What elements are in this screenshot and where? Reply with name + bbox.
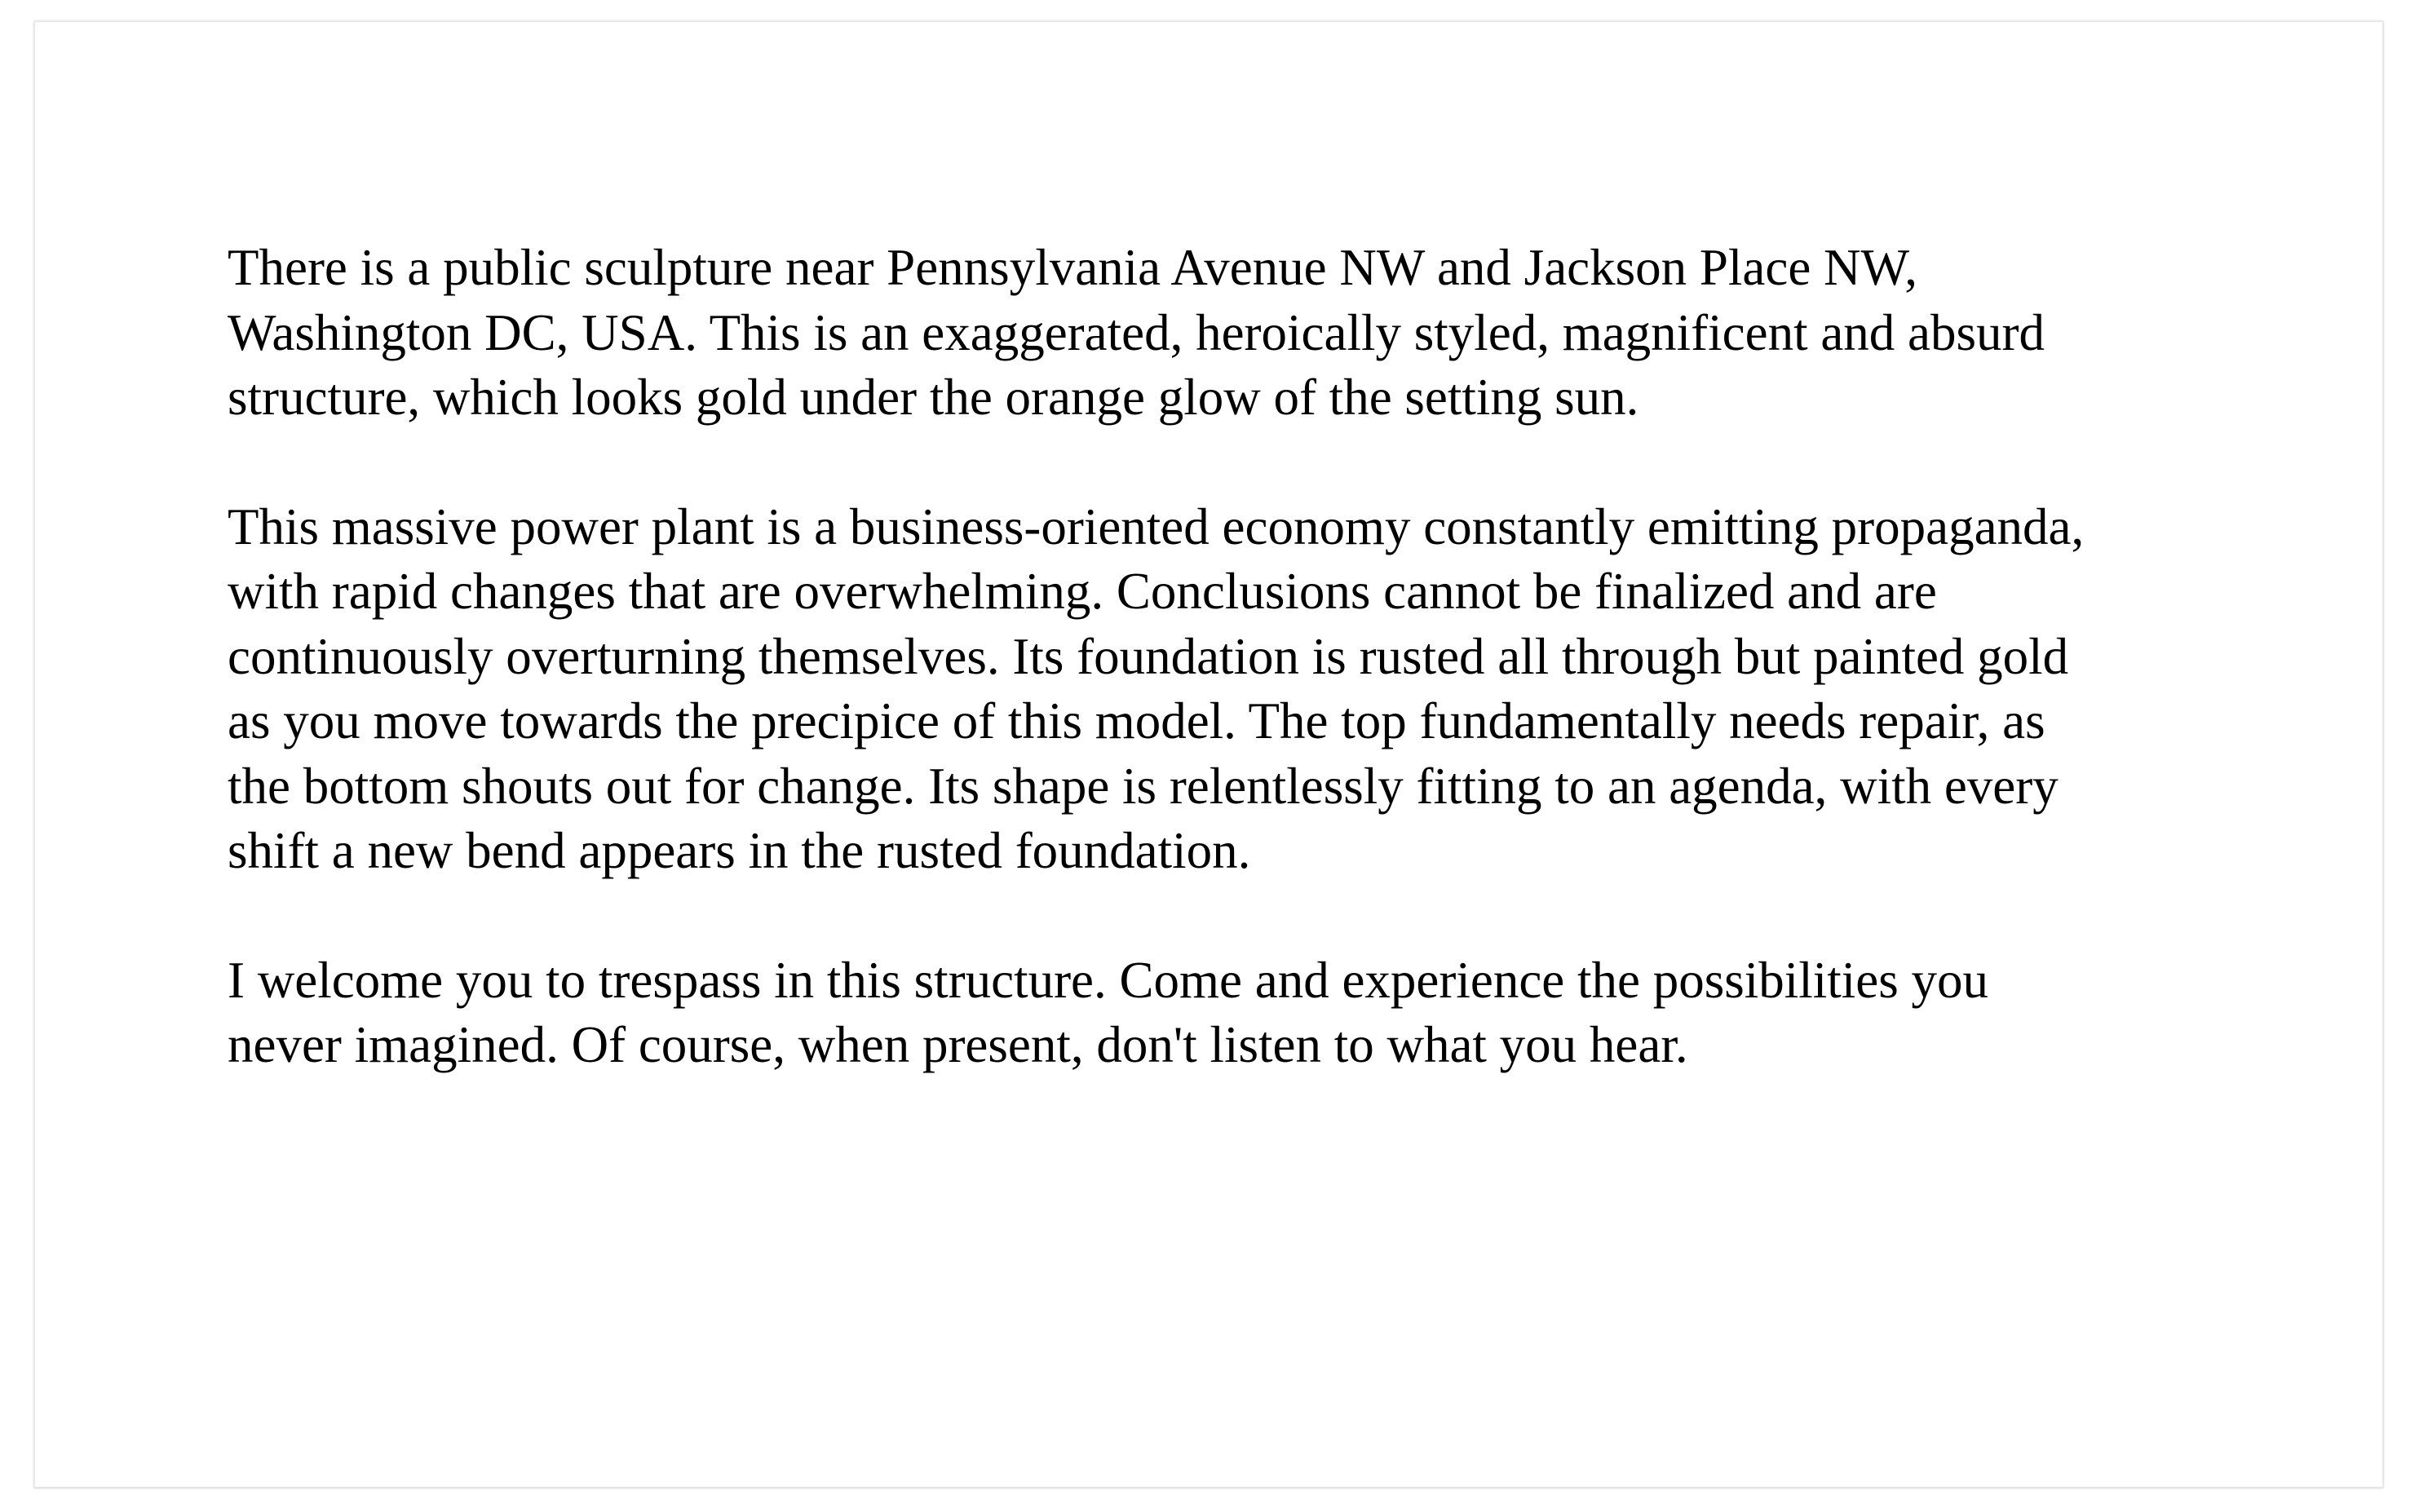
paragraph-line: I welcome you to trespass in this structure. Come and experience the possibilities you (228, 951, 1989, 1009)
paragraph-line: never imagined. Of course, when present, don't listen to what you hear. (228, 1016, 1688, 1073)
paragraph-line: structure, which looks gold under the orange glow of the setting sun. (228, 369, 1639, 426)
paragraph-line: There is a public sculpture near Pennsylvania Avenue NW and Jackson Place NW, (228, 239, 1917, 296)
paragraph-line: as you move towards the precipice of this model. The top fundamentally needs repair, as (228, 692, 2045, 749)
paragraph-line: This massive power plant is a business-oriented economy constantly emitting propaganda, (228, 497, 2085, 555)
paragraph-3 (228, 948, 2266, 1078)
paragraph-line: Washington DC, USA. This is an exaggerated, heroically styled, magnificent and absurd (228, 303, 2045, 361)
paragraph-line: continuously overturning themselves. Its foundation is rusted all through but painted gold (228, 627, 2069, 685)
document-body (228, 236, 2266, 1078)
document-page (34, 21, 2383, 1488)
paragraph-2 (228, 495, 2266, 884)
paragraph-line: with rapid changes that are overwhelming. Conclusions cannot be finalized and are (228, 563, 1937, 620)
paragraph-1 (228, 236, 2266, 431)
paragraph-line: the bottom shouts out for change. Its shape is relentlessly fitting to an agenda, with every (228, 757, 2059, 815)
paragraph-line: shift a new bend appears in the rusted foundation. (228, 822, 1251, 879)
